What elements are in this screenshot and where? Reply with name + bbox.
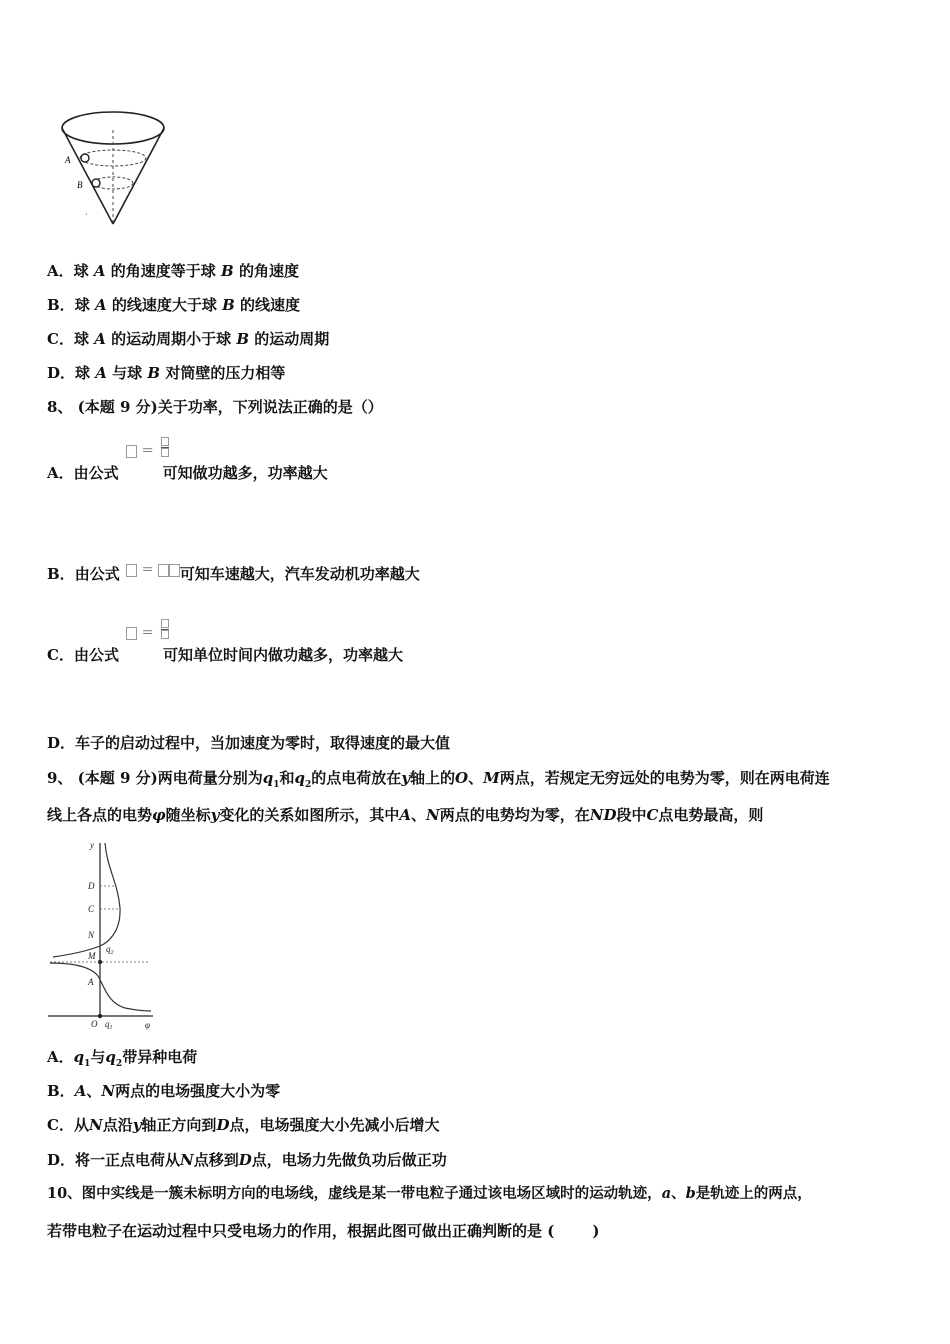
label-b: B xyxy=(77,180,83,190)
label-d: D xyxy=(88,881,95,891)
potential-graph xyxy=(45,838,160,1033)
formula-p-w-t-c: ＝ xyxy=(126,622,154,641)
formula-p-w-t-a: ＝ xyxy=(126,440,154,459)
q8-option-b: B．由公式 可知车速越大，汽车发动机功率越大 xyxy=(47,565,420,583)
svg-text:q1: $q_1$ xyxy=(105,1019,113,1031)
q9-option-b: B．A、N两点的电场强度大小为零 xyxy=(47,1082,281,1100)
svg-text:q2: $q_2$ xyxy=(106,944,114,956)
origin-label: O xyxy=(91,1019,98,1029)
label-c: C xyxy=(88,904,95,914)
q9-option-a: A．$q_1$与$q_2$带异种电荷 xyxy=(47,1048,198,1069)
q8-option-d: D．车子的启动过程中，当加速度为零时，取得速度的最大值 xyxy=(47,734,451,752)
q9-stem-line2: 线上各点的电势φ随坐标y变化的关系如图所示，其中A、N两点的电势均为零，在ND段中C点电势最高，则 xyxy=(47,806,764,824)
x-axis-label: φ xyxy=(145,1020,150,1030)
q8-stem: 8、 (本题 9 分)关于功率，下列说法正确的是（） xyxy=(47,398,383,416)
q7-option-d: D．球 A 与球 B 对筒壁的压力相等 xyxy=(47,364,286,382)
q9-option-d: D．将一正点电荷从N点移到D点，电场力先做负功后做正功 xyxy=(47,1151,447,1169)
y-axis-label: y xyxy=(90,840,94,850)
q7-option-a: A．球 A 的角速度等于球 B 的角速度 xyxy=(47,262,299,280)
label-n: N xyxy=(88,930,95,940)
label-a: A xyxy=(88,977,94,987)
q8-option-a: A．由公式 可知做功越多，功率越大 xyxy=(47,464,328,482)
q10-stem-line1: 10、图中实线是一簇未标明方向的电场线，虚线是某一带电粒子通过该电场区域时的运动轨迹，a、b是轨迹上的两点， xyxy=(47,1185,812,1202)
ball-a xyxy=(81,154,89,162)
ball-b xyxy=(92,179,100,187)
label-m: M xyxy=(88,951,96,961)
q10-stem-line2: 若带电粒子在运动过程中只受电场力的作用，根据此图可做出正确判断的是 ( ) xyxy=(47,1222,600,1240)
label-a: A xyxy=(65,155,71,165)
cone-figure xyxy=(55,100,180,230)
svg-text:·: · xyxy=(85,210,88,219)
q9-stem-line1: 9、 (本题 9 分)两电荷量分别为$q_1$和$q_2$的点电荷放在y轴上的O、M两点，若规定无穷远处的电势为零，则在两电荷连 xyxy=(47,769,830,790)
q9-option-c: C．从N点沿y轴正方向到D点，电场强度大小先减小后增大 xyxy=(47,1116,440,1134)
q7-option-b: B．球 A 的线速度大于球 B 的线速度 xyxy=(47,296,300,314)
q7-option-c: C．球 A 的运动周期小于球 B 的运动周期 xyxy=(47,330,330,348)
formula-p-fv: ＝ xyxy=(126,559,180,578)
q8-option-c: C．由公式 可知单位时间内做功越多，功率越大 xyxy=(47,646,403,664)
